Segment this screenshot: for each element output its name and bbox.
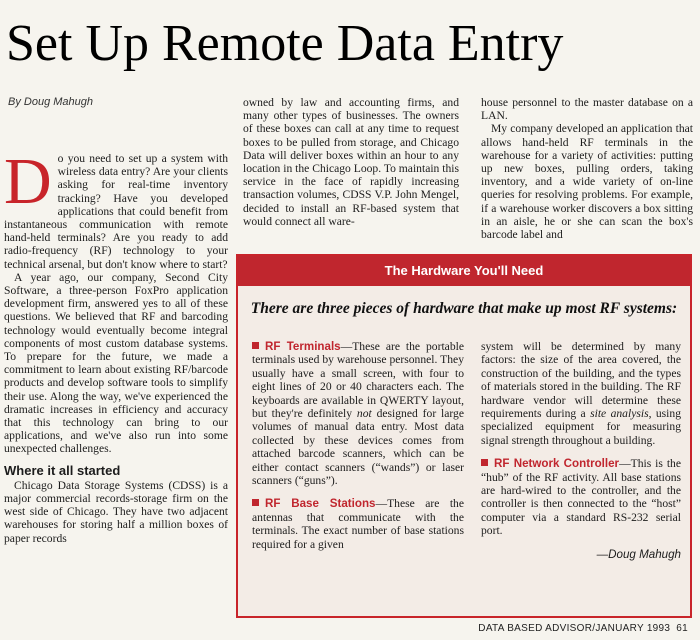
hardware-sidebar bbox=[236, 254, 692, 618]
paragraph-application: My company developed an application that allows hand-held RF terminals in the warehouse for a variety of activities: putting up new boxes, pulling orders, taking inventory, and a wide variety of on-line queries for resolving problems. For example, if a warehouse worker discovers a box sitting in an aisle, he or she can scan the box's barcode label and bbox=[481, 122, 693, 242]
page-number: 61 bbox=[676, 623, 688, 634]
item-rf-terminals bbox=[252, 340, 464, 487]
item-base-stations-continued bbox=[481, 340, 681, 447]
footer-publication: DATA BASED ADVISOR/JANUARY 1993 bbox=[478, 623, 671, 634]
term-rf-terminals: RF Terminals bbox=[265, 340, 341, 353]
item2-text: —These are the antennas that communicate with the terminals. The exact number of base stations required for a given bbox=[252, 497, 464, 551]
paragraph-second-city: A year ago, our company, Second City Software, a three-person FoxPro application development firm, answered yes to all of these questions. We believed that RF and barcoding technology would eventually become integral components of most custom database systems. To prepare for the future, we made a commitment to learn about existing RF/barcode products and develop software tools to simplify their use. Along the way, we've experienced the dramatic increases in efficiency and accuracy that this technology can bring to our applications, and we've also run into some unexpected challenges. bbox=[4, 270, 228, 456]
continued-text-b: , using specialized equipment for measuring signal strength throughout a building. bbox=[481, 407, 681, 447]
term-rf-base-stations: RF Base Stations bbox=[265, 497, 376, 511]
bullet-square-icon bbox=[252, 499, 259, 506]
item-rf-network-controller bbox=[481, 457, 681, 537]
intro-paragraph bbox=[4, 152, 228, 271]
bullet-square-icon bbox=[481, 459, 488, 466]
sidebar-column-1 bbox=[252, 340, 464, 561]
drop-cap: D bbox=[4, 152, 52, 218]
column-3 bbox=[481, 96, 693, 260]
article-title: Set Up Remote Data Entry bbox=[6, 15, 564, 72]
item1-emphasis: not bbox=[356, 407, 372, 421]
bullet-square-icon bbox=[252, 342, 259, 349]
paragraph-lan: house personnel to the master database on a LAN. bbox=[481, 96, 693, 123]
item1-text-b: designed for large volumes of manual data entry. Most data collected by these devices comes from attached barcode scanners, which can be either contact scanners (“wands”) or laser scanners (“guns”). bbox=[252, 407, 464, 488]
sidebar-intro: There are three pieces of hardware that make up most RF systems: bbox=[250, 300, 678, 317]
continued-emphasis: site analysis bbox=[590, 407, 649, 421]
sidebar-banner: The Hardware You'll Need bbox=[238, 256, 690, 286]
intro-text: o you need to set up a system with wireless data entry? Are your clients asking for real-time inventory tracking? Have you developed applications that could benefit from instantaneous communication with remote hand-held terminals? Are you ready to add radio-frequency (RF) technology to your technical arsenal, but don't know where to start? bbox=[4, 152, 228, 271]
item3-text: —This is the “hub” of the RF activity. All base stations are hard-wired to the controller, and the controller is then connected to the “host” computer via a standard RS-232 serial port. bbox=[481, 457, 681, 538]
sidebar-column-2 bbox=[481, 340, 681, 561]
term-rf-network-controller: RF Network Controller bbox=[494, 457, 620, 471]
page-footer bbox=[472, 623, 688, 634]
column-2 bbox=[243, 96, 459, 260]
sidebar-signature: —Doug Mahugh bbox=[596, 547, 681, 561]
continued-text-a: system will be determined by many factors: the size of the area covered, the construction of the building, and the types of materials stored in the building. The RF hardware vendor will determine these requirements during a bbox=[481, 340, 681, 421]
item1-text-a: —These are the portable terminals used by warehouse personnel. They usually have a small screen, with four to eight lines of 20 or 40 characters each. The keyboards are available in QWERTY layout, but they're definitely bbox=[252, 340, 464, 421]
paragraph-owners: owned by law and accounting firms, and many other types of businesses. The owners of these boxes can call at any time to request boxes to be pulled from storage, and Chicago Data will deliver boxes within an hour to any location in the Chicago Loop. To maintain this service in the face of rapidly increasing transaction volumes, CDSS V.P. John Mengel, decided to install an RF-based system that would connect all ware- bbox=[243, 96, 459, 228]
paragraph-cdss: Chicago Data Storage Systems (CDSS) is a major commercial records-storage firm on the west side of Chicago. They have two adjacent warehouses for storing half a million boxes of paper records bbox=[4, 478, 228, 545]
byline: By Doug Mahugh bbox=[8, 96, 93, 108]
column-1 bbox=[4, 152, 228, 620]
subhead-where-it-all-started: Where it all started bbox=[4, 462, 121, 478]
item-rf-base-stations bbox=[252, 497, 464, 551]
